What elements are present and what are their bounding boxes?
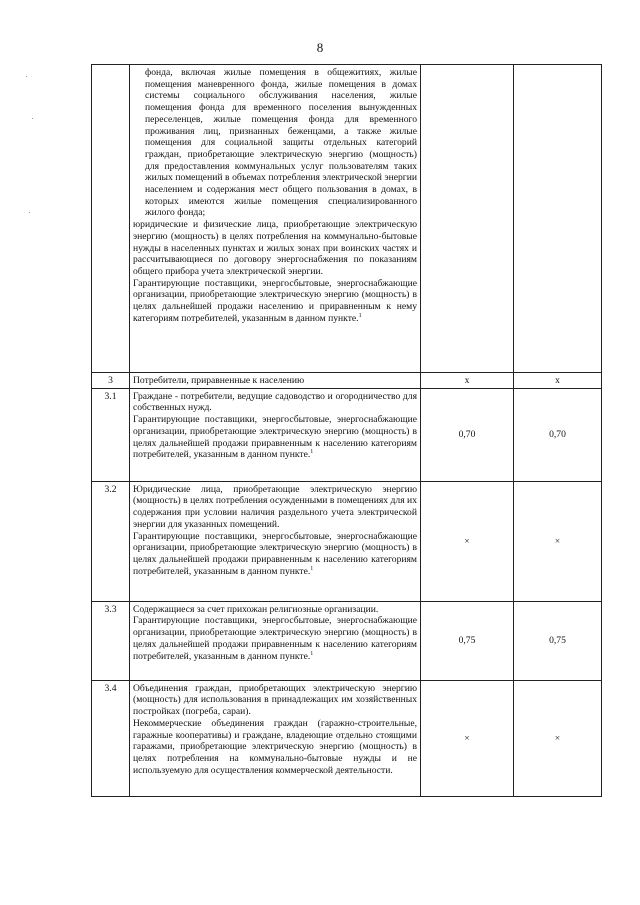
- row-description: [130, 388, 421, 481]
- table-row: [92, 373, 602, 389]
- paragraph: Некоммерческие объединения граждан (гаражно-строительные, гаражные кооперативы) и граждане, владеющие отдельно стоящими гаражами, приобретающие электрическую энергию (мощность) в целях потребления на коммунально-бытовые нужды и не используемую для осуществления коммерческой деятельности.: [133, 717, 417, 776]
- value-cell-2: 0,75: [514, 601, 602, 680]
- value-cell-1: 0,70: [421, 388, 514, 481]
- tariff-table: [91, 64, 602, 797]
- paragraph: Содержащиеся за счет прихожан религиозные организации.: [133, 603, 379, 615]
- paragraph: Объединения граждан, приобретающих электрическую энергию (мощность) для использования в принадлежащих им хозяйственных постройках (погреба, сараи).: [133, 682, 417, 718]
- paragraph: Юридические лица, приобретающие электрическую энергию (мощность) в целях потребления осужденными в помещениях для их содержания при условии наличия раздельного учета электрической энергии для указанных помещений.: [133, 483, 417, 530]
- value-cell-1: х: [421, 373, 514, 389]
- footnote-mark: 1: [310, 650, 314, 657]
- row-description: [130, 65, 421, 373]
- scan-speck: [26, 76, 27, 77]
- paragraph: Гарантирующие поставщики, энергосбытовые, энергоснабжающие организации, приобретающие электрическую энергию (мощность) в целях дальнейшей продажи приравненным к населению категориям потребителей, указанным в данном пункте.: [133, 414, 417, 461]
- paragraph: Потребители, приравненные к населению: [133, 375, 305, 386]
- row-number: 3.2: [92, 481, 130, 601]
- table-row: [92, 601, 602, 680]
- value-cell-2: ×: [514, 680, 602, 796]
- value-cell-1: ×: [421, 481, 514, 601]
- row-number: 3.1: [92, 388, 130, 481]
- row-description: [130, 481, 421, 601]
- table-row: [92, 481, 602, 601]
- value-cell-2: ×: [514, 481, 602, 601]
- row-description: [130, 601, 421, 680]
- value-cell-2: [514, 65, 602, 373]
- paragraph: Гарантирующие поставщики, энергосбытовые, энергоснабжающие организации, приобретающие электрическую энергию (мощность) в целях дальнейшей продажи населению и приравненным к нему категориям потребителей, указанным в данном пункте.: [133, 277, 417, 324]
- paragraph: Граждане - потребители, ведущие садоводство и огородничество для собственных нужд.: [133, 390, 417, 414]
- page-number: 8: [316, 40, 324, 55]
- row-number: 3.3: [92, 601, 130, 680]
- value-cell-2: х: [514, 373, 602, 389]
- footnote-mark: 1: [310, 449, 314, 456]
- row-description: [130, 373, 421, 389]
- table-row: [92, 65, 602, 373]
- footnote-mark: 1: [310, 565, 314, 572]
- value-cell-2: 0,70: [514, 388, 602, 481]
- value-cell-1: [421, 65, 514, 373]
- paragraph: юридические и физические лица, приобретающие электрическую энергию (мощность) в целях потребления на коммунально-бытовые нужды в населенных пунктах и жилых зонах при воинских частях и рассчитывающиеся по договору энергоснабжения по показаниям общего прибора учета электрической энергии.: [133, 219, 417, 277]
- scan-speck: [29, 212, 30, 213]
- row-number: [92, 65, 130, 373]
- footnote-mark: 1: [358, 312, 362, 319]
- paragraph: Гарантирующие поставщики, энергосбытовые, энергоснабжающие организации, приобретающие электрическую энергию (мощность) в целях дальнейшей продажи приравненным к населению категориям потребителей, указанным в данном пункте.: [133, 615, 417, 662]
- paragraph: фонда, включая жилые помещения в общежитиях, жилые помещения маневренного фонда, жилые помещения в домах системы социального обслуживания населения, жилые помещения фонда для временного поселения вынужденных переселенцев, жилые помещения фонда для временного проживания лиц, признанных беженцами, а также жилые помещения для социальной защиты отдельных категорий граждан, приобретающие электрическую энергию (мощность) для предоставления коммунальных услуг пользователям таких жилых помещений в объемах потребления электрической энергии населением и содержания мест общего пользования в домах, в которых имеются жилые помещения специализированного жилого фонда;: [145, 67, 417, 219]
- table-row: [92, 388, 602, 481]
- value-cell-1: 0,75: [421, 601, 514, 680]
- row-number: 3.4: [92, 680, 130, 796]
- row-number: 3: [92, 373, 130, 389]
- value-cell-1: ×: [421, 680, 514, 796]
- scan-speck: [32, 118, 33, 119]
- paragraph: Гарантирующие поставщики, энергосбытовые, энергоснабжающие организации, приобретающие электрическую энергию (мощность) в целях дальнейшей продажи приравненным к населению категориям потребителей, указанным в данном пункте.: [133, 530, 417, 577]
- table-row: [92, 680, 602, 796]
- row-description: [130, 680, 421, 796]
